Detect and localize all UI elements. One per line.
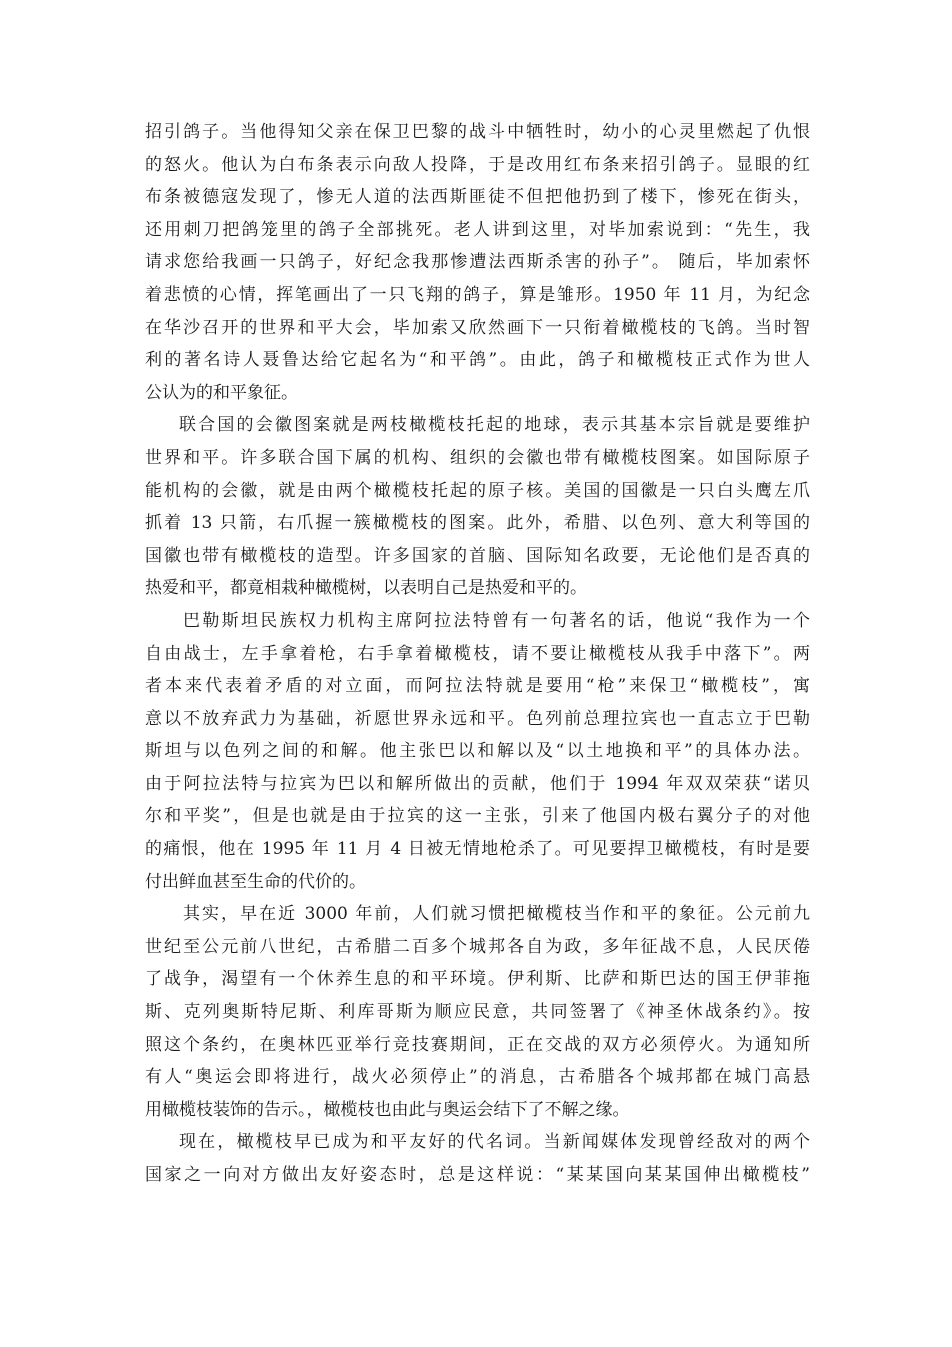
- text-line: 布条被德寇发现了，惨无人道的法西斯匪徒不但把他扔到了楼下，惨死在街头，: [145, 187, 810, 208]
- text-line: 能机构的会徽，就是由两个橄榄枝托起的原子核。美国的国徽是一只白头鹰左爪: [145, 480, 810, 501]
- text-line: 请求您给我画一只鸽子，好纪念我那惨遭法西斯杀害的孙子”。 随后，毕加索怀: [145, 252, 810, 273]
- text-line: 付出鲜血甚至生命的代价的。: [145, 871, 366, 892]
- text-line: 的怒火。他认为白布条表示向敌人投降，于是改用红布条来招引鸽子。显眼的红: [145, 154, 810, 175]
- text-line: 公认为的和平象征。: [145, 382, 298, 403]
- text-line: 其实，早在近 3000 年前，人们就习惯把橄榄枝当作和平的象征。公元前九: [183, 904, 810, 925]
- text-line: 国家之一向对方做出友好姿态时，总是这样说：“某某国向某某国伸出橄榄枝”: [145, 1165, 810, 1185]
- text-line: 照这个条约，在奥林匹亚举行竞技赛期间，正在交战的双方必须停火。为通知所: [145, 1034, 810, 1055]
- text-line: 尔和平奖”，但是也就是由于拉宾的这一主张，引来了他国内极右翼分子的对他: [145, 806, 810, 827]
- text-line: 还用刺刀把鸽笼里的鸽子全部挑死。老人讲到这里，对毕加索说到：“先生，我: [145, 219, 810, 240]
- text-line: 在华沙召开的世界和平大会，毕加索又欣然画下一只衔着橄榄枝的飞鸽。当时智: [145, 317, 810, 338]
- text-line: 世纪至公元前八世纪，古希腊二百多个城邦各自为政，多年征战不息，人民厌倦: [145, 936, 810, 957]
- text-line: 招引鸽子。当他得知父亲在保卫巴黎的战斗中牺牲时，幼小的心灵里燃起了仇恨: [145, 122, 810, 142]
- text-line: 现在，橄榄枝早已成为和平友好的代名词。当新闻媒体发现曾经敌对的两个: [179, 1132, 810, 1153]
- text-line: 了战争，渴望有一个休养生息的和平环境。伊利斯、比萨和斯巴达的国王伊菲拖: [145, 969, 810, 990]
- text-line: 者本来代表着矛盾的对立面，而阿拉法特就是要用“枪”来保卫“橄榄枝”，寓: [145, 676, 810, 697]
- text-line: 世界和平。许多联合国下属的机构、组织的会徽也带有橄榄枝图案。如国际原子: [145, 447, 810, 468]
- text-line: 有人“奥运会即将进行，战火必须停止”的消息，古希腊各个城邦都在城门高悬: [145, 1067, 810, 1088]
- text-line: 意以不放弃武力为基础，祈愿世界永远和平。色列前总理拉宾也一直志立于巴勒: [145, 708, 810, 729]
- text-line: 用橄榄枝装饰的告示。，橄榄枝也由此与奥运会结下了不解之缘。: [145, 1099, 630, 1120]
- text-line: 联合国的会徽图案就是两枝橄榄枝托起的地球，表示其基本宗旨就是要维护: [179, 415, 810, 436]
- text-line: 巴勒斯坦民族权力机构主席阿拉法特曾有一句著名的话，他说“我作为一个: [183, 610, 810, 631]
- text-line: 自由战士，左手拿着枪，右手拿着橄榄枝，请不要让橄榄枝从我手中落下”。两: [145, 643, 810, 664]
- text-line: 热爱和平，都竟相栽种橄榄树，以表明自己是热爱和平的。: [145, 578, 587, 599]
- body-text: [145, 116, 810, 1192]
- text-line: 斯、克列奥斯特尼斯、利库哥斯为顺应民意，共同签署了《神圣休战条约》。按: [145, 1002, 810, 1023]
- text-line: 由于阿拉法特与拉宾为巴以和解所做出的贡献，他们于 1994 年双双荣获“诺贝: [145, 773, 810, 794]
- text-line: 的痛恨，他在 1995 年 11 月 4 日被无情地枪杀了。可见要捍卫橄榄枝，有时是要: [145, 839, 810, 860]
- text-line: 国徽也带有橄榄枝的造型。许多国家的首脑、国际知名政要，无论他们是否真的: [145, 545, 810, 566]
- text-line: 着悲愤的心情，挥笔画出了一只飞翔的鸽子，算是雏形。1950 年 11 月，为纪念: [145, 284, 810, 305]
- text-line: 斯坦与以色列之间的和解。他主张巴以和解以及“以土地换和平”的具体办法。: [145, 741, 810, 762]
- text-line: 抓着 13 只箭，右爪握一簇橄榄枝的图案。此外，希腊、以色列、意大利等国的: [145, 513, 810, 534]
- text-line: 利的著名诗人聂鲁达给它起名为“和平鸽”。由此，鸽子和橄榄枝正式作为世人: [145, 350, 810, 371]
